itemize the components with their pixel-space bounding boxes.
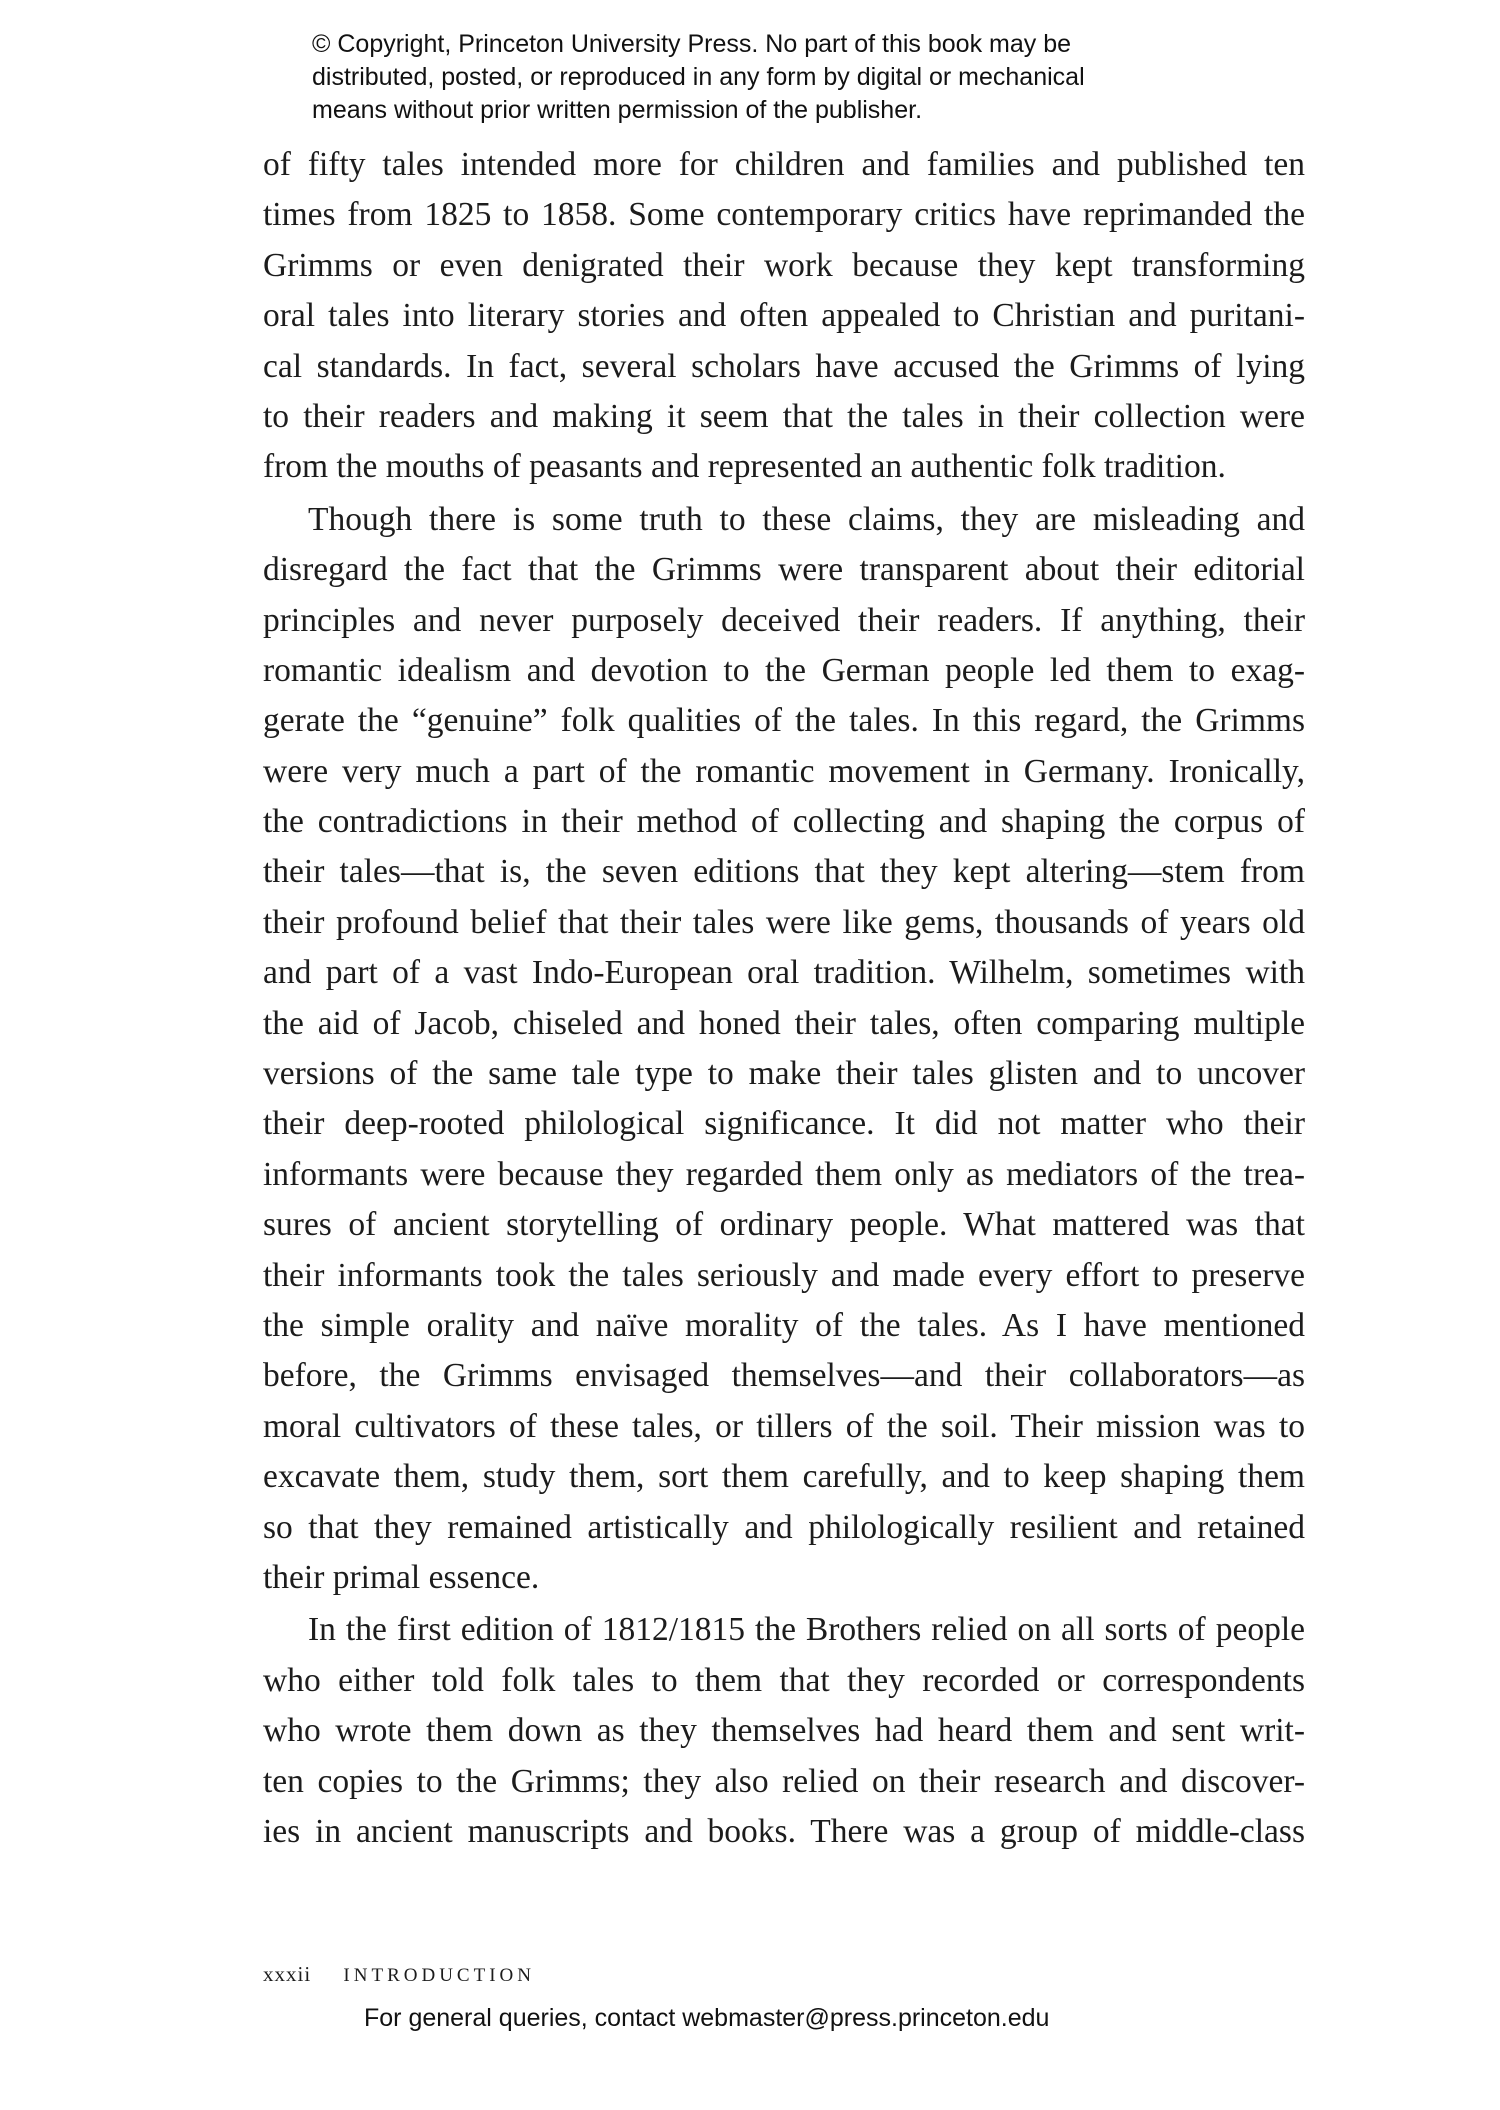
paragraph [263, 495, 1305, 1604]
text-line: to their readers and making it seem that the tales in their collection were [263, 397, 1305, 435]
text-line: their informants took the tales seriously and made every effort to preserve [263, 1256, 1305, 1294]
text-line: so that they remained artistically and philologically resilient and retained [263, 1508, 1305, 1546]
text-line: oral tales into literary stories and often appealed to Christian and puritani- [263, 297, 1305, 335]
text-line: cal standards. In fact, several scholars have accused the Grimms of lying [263, 347, 1305, 385]
text-line: Though there is some truth to these claims, they are misleading and [308, 500, 1305, 538]
running-section-title: INTRODUCTION [343, 1965, 535, 1986]
text-line: In the first edition of 1812/1815 the Brothers relied on all sorts of people [308, 1611, 1305, 1649]
text-line: the aid of Jacob, chiseled and honed their tales, often comparing multiple [263, 1004, 1305, 1042]
text-line: moral cultivators of these tales, or tillers of the soil. Their mission was to [263, 1407, 1305, 1445]
page-number: xxxii [263, 1962, 312, 1986]
text-line: the simple orality and naïve morality of the tales. As I have mentioned [263, 1306, 1305, 1344]
text-line: ten copies to the Grimms; they also relied on their research and discover- [263, 1762, 1305, 1800]
text-line: informants were because they regarded them only as mediators of the trea- [263, 1155, 1305, 1193]
text-line: sures of ancient storytelling of ordinary people. What mattered was that [263, 1206, 1305, 1244]
text-line: their tales—that is, the seven editions that they kept altering—stem from [263, 853, 1305, 891]
text-line: ies in ancient manuscripts and books. There was a group of middle-class [263, 1812, 1305, 1850]
text-line: their primal essence. [263, 1558, 540, 1596]
running-footer [263, 1962, 535, 1987]
text-line: who either told folk tales to them that they recorded or correspondents [263, 1661, 1305, 1699]
text-line: who wrote them down as they themselves had heard them and sent writ- [263, 1712, 1305, 1750]
text-line: the contradictions in their method of collecting and shaping the corpus of [263, 803, 1305, 841]
text-line: romantic idealism and devotion to the German people led them to exag- [263, 651, 1305, 689]
text-line: were very much a part of the romantic movement in Germany. Ironically, [263, 752, 1305, 790]
text-line: excavate them, study them, sort them carefully, and to keep shaping them [263, 1458, 1305, 1496]
text-line: versions of the same tale type to make their tales glisten and to uncover [263, 1055, 1305, 1093]
text-line: times from 1825 to 1858. Some contemporary critics have reprimanded the [263, 196, 1305, 234]
copyright-notice: © Copyright, Princeton University Press. No part of this book may be distributed, posted, or reproduced in any form by digital or mechanical means without prior written permission of the publisher. [312, 30, 1085, 124]
text-line: their deep-rooted philological significance. It did not matter who their [263, 1105, 1305, 1143]
text-line: principles and never purposely deceived their readers. If anything, their [263, 601, 1305, 639]
text-line: of fifty tales intended more for children and families and published ten [263, 146, 1305, 183]
text-line: from the mouths of peasants and represented an authentic folk tradition. [263, 448, 1226, 486]
text-line: gerate the “genuine” folk qualities of the tales. In this regard, the Grimms [263, 702, 1305, 740]
paragraph [263, 140, 1305, 493]
contact-notice: For general queries, contact webmaster@press.princeton.edu [364, 2004, 1050, 2032]
text-line: their profound belief that their tales were like gems, thousands of years old [263, 903, 1305, 941]
text-line: and part of a vast Indo-European oral tradition. Wilhelm, sometimes with [263, 954, 1305, 992]
text-line: before, the Grimms envisaged themselves—and their collaborators—as [263, 1357, 1305, 1395]
body-text [263, 140, 1305, 1859]
text-line: Grimms or even denigrated their work because they kept transforming [263, 246, 1305, 284]
paragraph [263, 1605, 1305, 1857]
text-line: disregard the fact that the Grimms were transparent about their editorial [263, 551, 1305, 589]
